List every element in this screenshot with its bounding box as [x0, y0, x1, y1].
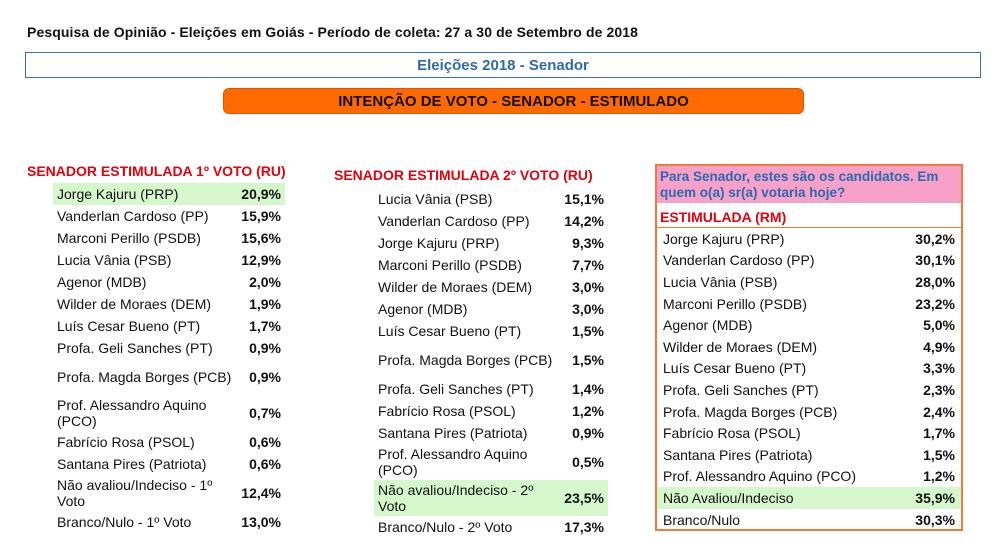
table-row: [657, 250, 961, 272]
candidate-name: Lucia Vânia (PSB): [663, 273, 778, 290]
table-row: [374, 276, 608, 298]
table-row: [53, 453, 285, 475]
candidate-name: Profa. Magda Borges (PCB): [663, 403, 838, 420]
vote-percentage: 1,7%: [923, 425, 955, 442]
table-row: [657, 336, 961, 358]
table-row: [657, 314, 961, 336]
candidate-name: Luís Cesar Bueno (PT): [663, 360, 807, 377]
col1-table: [53, 183, 285, 533]
rm-panel: [655, 164, 963, 531]
vote-percentage: 15,6%: [241, 230, 281, 246]
vote-percentage: 1,9%: [249, 296, 281, 312]
candidate-name: Lucia Vânia (PSB): [378, 191, 493, 207]
vote-percentage: 12,9%: [241, 252, 281, 268]
table-row: [374, 400, 608, 422]
table-row: [374, 516, 608, 538]
candidate-name: Branco/Nulo - 1º Voto: [57, 514, 192, 530]
vote-percentage: 0,9%: [249, 340, 281, 356]
vote-percentage: 2,0%: [249, 274, 281, 290]
vote-percentage: 0,7%: [249, 405, 281, 421]
candidate-name: Profa. Geli Sanches (PT): [57, 340, 213, 356]
candidate-name: Branco/Nulo - 2º Voto: [378, 519, 513, 535]
table-row: [657, 271, 961, 293]
candidate-name: Wilder de Moraes (DEM): [663, 338, 818, 355]
candidate-name: Vanderlan Cardoso (PP): [57, 208, 209, 224]
table-row: [374, 298, 608, 320]
candidate-name: Luís Cesar Bueno (PT): [378, 323, 522, 339]
vote-percentage: 30,1%: [915, 252, 955, 269]
table-row: [374, 254, 608, 276]
candidate-name: Não avaliou/Indeciso - 2º Voto: [374, 480, 560, 516]
candidate-name: Santana Pires (Patriota): [378, 425, 528, 441]
candidate-name: Santana Pires (Patriota): [663, 446, 813, 463]
col2-title: SENADOR ESTIMULADA 2º VOTO (RU): [334, 167, 593, 183]
table-row: [53, 293, 285, 315]
table-row: [657, 293, 961, 315]
banner-text: INTENÇÃO DE VOTO - SENADOR - ESTIMULADO: [338, 92, 689, 110]
candidate-name: Vanderlan Cardoso (PP): [378, 213, 530, 229]
vote-percentage: 0,6%: [249, 456, 281, 472]
candidate-name: Não avaliou/Indeciso - 1º Voto: [57, 477, 213, 509]
vote-percentage: 1,5%: [572, 323, 604, 339]
candidate-name: Prof. Alessandro Aquino (PCO): [378, 446, 528, 478]
vote-percentage: 0,9%: [249, 369, 281, 385]
candidate-name: Wilder de Moraes (DEM): [57, 296, 212, 312]
vote-percentage: 1,2%: [923, 468, 955, 485]
vote-percentage: 23,5%: [560, 480, 608, 516]
table-row: [374, 342, 608, 378]
vote-percentage: 2,4%: [923, 403, 955, 420]
table-row: [657, 401, 961, 423]
table-row: [657, 466, 961, 488]
table-row: [374, 422, 608, 444]
vote-percentage: 1,7%: [249, 318, 281, 334]
vote-percentage: 15,1%: [564, 191, 604, 207]
vote-percentage: 20,9%: [237, 183, 285, 205]
vote-percentage: 1,2%: [572, 403, 604, 419]
candidate-name: Wilder de Moraes (DEM): [378, 279, 533, 295]
vote-percentage: 13,0%: [241, 514, 281, 530]
table-row: [657, 487, 961, 509]
vote-percentage: 0,6%: [249, 434, 281, 450]
vote-percentage: 17,3%: [564, 519, 604, 535]
candidate-name: Jorge Kajuru (PRP): [663, 230, 785, 247]
candidate-name: Branco/Nulo: [663, 511, 741, 528]
vote-percentage: 4,9%: [923, 338, 955, 355]
section-subtitle: [25, 52, 981, 78]
table-row: [657, 509, 961, 531]
candidate-name: Fabrício Rosa (PSOL): [663, 425, 801, 442]
vote-percentage: 30,2%: [915, 230, 955, 247]
table-row: [374, 232, 608, 254]
candidate-name: Fabrício Rosa (PSOL): [378, 403, 516, 419]
table-row: [53, 227, 285, 249]
candidate-name: Agenor (MDB): [378, 301, 468, 317]
table-row: [374, 444, 608, 480]
table-row: [374, 320, 608, 342]
table-row: [374, 378, 608, 400]
vote-percentage: 23,2%: [915, 295, 955, 312]
table-row: [53, 271, 285, 293]
vote-percentage: 2,3%: [923, 381, 955, 398]
candidate-name: Lucia Vânia (PSB): [57, 252, 172, 268]
document-header: Pesquisa de Opinião - Eleições em Goiás - Período de coleta: 27 a 30 de Setembro de 2018: [27, 24, 639, 40]
rm-title: ESTIMULADA (RM): [657, 203, 961, 228]
table-row: [657, 358, 961, 380]
vote-percentage: 3,0%: [572, 279, 604, 295]
table-row: [374, 480, 608, 516]
candidate-name: Profa. Geli Sanches (PT): [663, 381, 819, 398]
table-row: [374, 210, 608, 232]
table-row: [374, 188, 608, 210]
vote-percentage: 1,5%: [923, 446, 955, 463]
candidate-name: Profa. Geli Sanches (PT): [378, 381, 534, 397]
vote-percentage: 1,4%: [572, 381, 604, 397]
subtitle-text: Eleições 2018 - Senador: [417, 56, 589, 74]
candidate-name: Fabrício Rosa (PSOL): [57, 434, 195, 450]
table-row: [53, 183, 285, 205]
table-row: [657, 444, 961, 466]
table-row: [53, 205, 285, 227]
vote-percentage: 30,3%: [915, 511, 955, 528]
vote-percentage: 5,0%: [923, 317, 955, 334]
candidate-name: Jorge Kajuru (PRP): [378, 235, 500, 251]
table-row: [53, 431, 285, 453]
candidate-name: Agenor (MDB): [57, 274, 147, 290]
candidate-name: Marconi Perillo (PSDB): [57, 230, 201, 246]
vote-percentage: 35,9%: [900, 487, 961, 509]
table-row: [53, 315, 285, 337]
candidate-name: Prof. Alessandro Aquino (PCO): [663, 468, 856, 485]
vote-percentage: 1,5%: [572, 352, 604, 368]
vote-percentage: 0,9%: [572, 425, 604, 441]
table-row: [53, 511, 285, 533]
candidate-name: Prof. Alessandro Aquino (PCO): [57, 397, 207, 429]
table-row: [657, 422, 961, 444]
candidate-name: Profa. Magda Borges (PCB): [57, 369, 232, 385]
candidate-name: Profa. Magda Borges (PCB): [378, 352, 553, 368]
vote-percentage: 15,9%: [241, 208, 281, 224]
vote-percentage: 3,0%: [572, 301, 604, 317]
col1-title: SENADOR ESTIMULADA 1º VOTO (RU): [27, 163, 286, 179]
candidate-name: Santana Pires (Patriota): [57, 456, 207, 472]
table-row: [657, 228, 961, 250]
vote-percentage: 7,7%: [572, 257, 604, 273]
candidate-name: Marconi Perillo (PSDB): [663, 295, 807, 312]
candidate-name: Agenor (MDB): [663, 317, 753, 334]
vote-percentage: 3,3%: [923, 360, 955, 377]
vote-percentage: 9,3%: [572, 235, 604, 251]
table-row: [53, 475, 285, 511]
col2-table: [374, 188, 608, 538]
vote-percentage: 12,4%: [241, 485, 281, 501]
table-row: [53, 359, 285, 395]
table-row: [53, 337, 285, 359]
table-row: [53, 395, 285, 431]
rm-question: Para Senador, estes são os candidatos. Em quem o(a) sr(a) votaria hoje?: [657, 166, 961, 203]
table-row: [657, 379, 961, 401]
rm-table: [657, 228, 961, 530]
vote-percentage: 28,0%: [915, 273, 955, 290]
table-row: [53, 249, 285, 271]
candidate-name: Marconi Perillo (PSDB): [378, 257, 522, 273]
candidate-name: Não Avaliou/Indeciso: [657, 487, 900, 509]
candidate-name: Jorge Kajuru (PRP): [53, 183, 237, 205]
vote-percentage: 0,5%: [572, 454, 604, 470]
candidate-name: Vanderlan Cardoso (PP): [663, 252, 815, 269]
section-banner: [223, 88, 804, 114]
candidate-name: Luís Cesar Bueno (PT): [57, 318, 201, 334]
vote-percentage: 14,2%: [564, 213, 604, 229]
